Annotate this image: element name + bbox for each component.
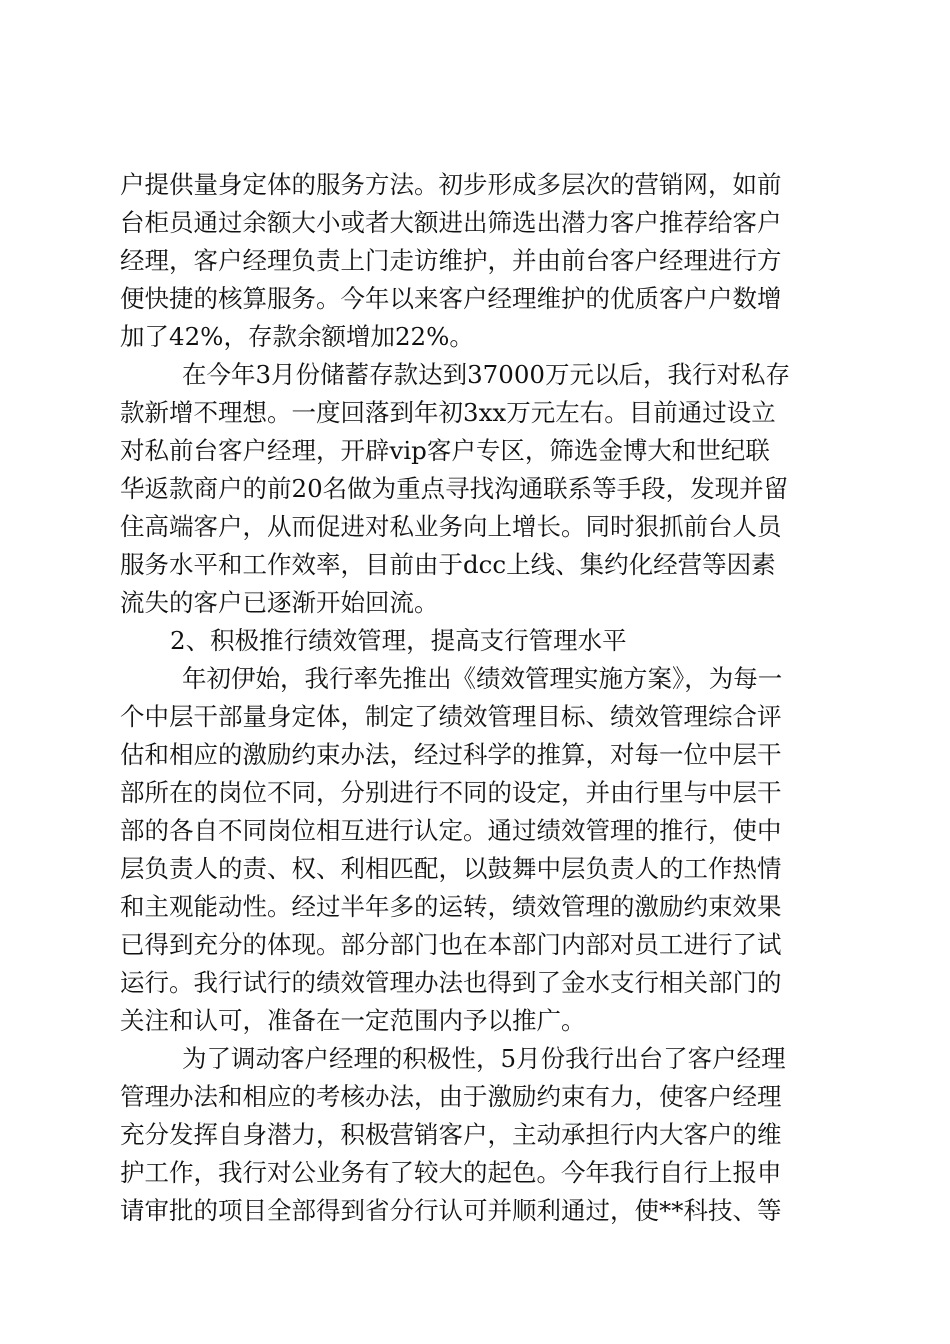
text-line: 已得到充分的体现。部分部门也在本部门内部对员工进行了试 [120, 930, 782, 959]
text-line: 流失的客户已逐渐开始回流。 [120, 588, 439, 617]
text-line: 服务水平和工作效率，目前由于dcc上线、集约化经营等因素 [120, 550, 776, 579]
text-line: 请审批的项目全部得到省分行认可并顺利通过，使**科技、等 [120, 1196, 782, 1225]
text-line: 款新增不理想。一度回落到年初3xx万元左右。目前通过设立 [120, 398, 776, 427]
text-line: 台柜员通过余额大小或者大额进出筛选出潜力客户推荐给客户 [120, 208, 782, 237]
text-line: 加了42%，存款余额增加22%。 [120, 322, 474, 351]
text-line: 充分发挥自身潜力，积极营销客户，主动承担行内大客户的维 [120, 1120, 782, 1149]
text-line: 层负责人的责、权、利相匹配，以鼓舞中层负责人的工作热情 [120, 854, 782, 883]
text-line: 部所在的岗位不同，分别进行不同的设定，并由行里与中层干 [120, 778, 782, 807]
text-line: 华返款商户的前20名做为重点寻找沟通联系等手段，发现并留 [120, 474, 789, 503]
text-line: 对私前台客户经理，开辟vip客户专区，筛选金博大和世纪联 [120, 436, 770, 465]
section-heading: 2、积极推行绩效管理，提高支行管理水平 [170, 626, 627, 655]
text-line: 管理办法和相应的考核办法，由于激励约束有力，使客户经理 [120, 1082, 782, 1111]
text-line: 估和相应的激励约束办法，经过科学的推算，对每一位中层干 [120, 740, 782, 769]
text-line: 便快捷的核算服务。今年以来客户经理维护的优质客户户数增 [120, 284, 782, 313]
text-line: 和主观能动性。经过半年多的运转，绩效管理的激励约束效果 [120, 892, 782, 921]
text-line: 经理，客户经理负责上门走访维护，并由前台客户经理进行方 [120, 246, 782, 275]
text-line: 户提供量身定体的服务方法。初步形成多层次的营销网，如前 [120, 170, 782, 199]
text-line: 住高端客户，从而促进对私业务向上增长。同时狠抓前台人员 [120, 512, 782, 541]
text-line: 运行。我行试行的绩效管理办法也得到了金水支行相关部门的 [120, 968, 782, 997]
text-line: 护工作，我行对公业务有了较大的起色。今年我行自行上报申 [120, 1158, 782, 1187]
text-line: 关注和认可，准备在一定范围内予以推广。 [120, 1006, 586, 1035]
text-line: 个中层干部量身定体，制定了绩效管理目标、绩效管理综合评 [120, 702, 782, 731]
text-line: 年初伊始，我行率先推出《绩效管理实施方案》，为每一 [182, 664, 783, 693]
text-line: 在今年3月份储蓄存款达到37000万元以后，我行对私存 [182, 360, 791, 389]
text-line: 为了调动客户经理的积极性，5月份我行出台了客户经理 [182, 1044, 786, 1073]
text-line: 部的各自不同岗位相互进行认定。通过绩效管理的推行，使中 [120, 816, 782, 845]
